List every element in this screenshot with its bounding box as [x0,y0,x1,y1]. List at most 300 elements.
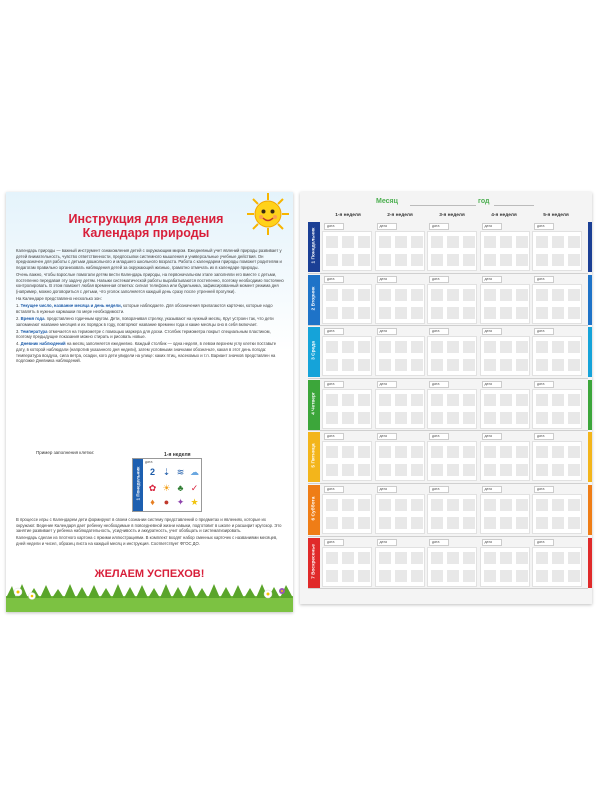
icon-slot[interactable] [516,517,528,529]
icon-slot[interactable] [568,289,580,301]
date-box[interactable]: дата [429,486,449,493]
diary-cell[interactable] [375,539,425,587]
icon-slot[interactable] [342,307,354,319]
icon-slot[interactable] [411,412,423,424]
icon-slot[interactable] [447,394,459,406]
icon-slot[interactable] [326,412,338,424]
diary-cell[interactable] [480,276,530,324]
diary-cell[interactable] [480,486,530,534]
card-pocket[interactable] [427,494,477,534]
icon-slot[interactable] [500,289,512,301]
icon-slot[interactable] [500,307,512,319]
icon-slot[interactable] [463,359,475,371]
date-box[interactable]: дата [429,328,449,335]
icon-slot[interactable] [447,499,459,511]
card-pocket[interactable] [322,389,372,429]
diary-cell[interactable] [427,486,477,534]
diary-cell[interactable] [532,381,582,429]
date-box[interactable]: дата [429,276,449,283]
diary-cell[interactable] [427,433,477,481]
date-box[interactable]: дата [377,276,397,283]
icon-slot[interactable] [326,464,338,476]
icon-slot[interactable] [395,394,407,406]
diary-cell[interactable] [322,539,372,587]
diary-cell[interactable] [532,433,582,481]
date-box[interactable]: дата [324,433,344,440]
icon-slot[interactable] [326,446,338,458]
icon-slot[interactable] [500,446,512,458]
icon-slot[interactable] [395,464,407,476]
icon-slot[interactable] [463,412,475,424]
icon-slot[interactable] [411,254,423,266]
icon-slot[interactable] [431,464,443,476]
icon-slot[interactable] [463,499,475,511]
card-pocket[interactable] [480,284,530,324]
date-box[interactable]: дата [324,276,344,283]
icon-slot[interactable] [536,394,548,406]
icon-slot[interactable] [342,570,354,582]
icon-slot[interactable] [342,236,354,248]
icon-slot[interactable] [516,289,528,301]
icon-slot[interactable] [379,464,391,476]
icon-slot[interactable] [358,289,370,301]
icon-slot[interactable] [326,254,338,266]
icon-slot[interactable] [500,236,512,248]
diary-cell[interactable] [480,223,530,271]
card-pocket[interactable] [375,441,425,481]
icon-slot[interactable] [395,236,407,248]
icon-slot[interactable] [500,412,512,424]
icon-slot[interactable] [463,570,475,582]
date-box[interactable]: дата [534,276,554,283]
date-box[interactable]: дата [482,328,502,335]
icon-slot[interactable] [447,341,459,353]
card-pocket[interactable] [322,494,372,534]
diary-cell[interactable] [427,223,477,271]
icon-slot[interactable] [536,552,548,564]
icon-slot[interactable] [552,254,564,266]
icon-slot[interactable] [379,517,391,529]
icon-slot[interactable] [516,236,528,248]
diary-cell[interactable] [322,486,372,534]
icon-slot[interactable] [431,341,443,353]
icon-slot[interactable] [395,517,407,529]
icon-slot[interactable] [395,254,407,266]
icon-slot[interactable] [411,552,423,564]
icon-slot[interactable] [342,517,354,529]
diary-cell[interactable] [480,328,530,376]
icon-slot[interactable] [358,307,370,319]
diary-cell[interactable] [322,433,372,481]
date-box[interactable]: дата [377,539,397,546]
diary-cell[interactable] [375,223,425,271]
icon-slot[interactable] [342,446,354,458]
icon-slot[interactable] [431,236,443,248]
date-box[interactable]: дата [534,223,554,230]
icon-slot[interactable] [411,359,423,371]
icon-slot[interactable] [358,236,370,248]
icon-slot[interactable] [568,394,580,406]
icon-slot[interactable] [552,570,564,582]
icon-slot[interactable] [463,236,475,248]
diary-cell[interactable] [480,433,530,481]
icon-slot[interactable] [326,359,338,371]
icon-slot[interactable] [463,394,475,406]
diary-cell[interactable] [375,276,425,324]
icon-slot[interactable] [536,517,548,529]
icon-slot[interactable] [536,289,548,301]
icon-slot[interactable] [552,412,564,424]
icon-slot[interactable] [463,464,475,476]
icon-slot[interactable] [552,464,564,476]
icon-slot[interactable] [411,499,423,511]
icon-slot[interactable] [326,499,338,511]
icon-slot[interactable] [358,341,370,353]
icon-slot[interactable] [379,412,391,424]
icon-slot[interactable] [516,254,528,266]
date-box[interactable]: дата [324,223,344,230]
icon-slot[interactable] [411,394,423,406]
icon-slot[interactable] [342,341,354,353]
icon-slot[interactable] [568,236,580,248]
icon-slot[interactable] [536,412,548,424]
icon-slot[interactable] [552,552,564,564]
icon-slot[interactable] [516,499,528,511]
icon-slot[interactable] [411,517,423,529]
date-box[interactable]: дата [534,381,554,388]
icon-slot[interactable] [500,517,512,529]
icon-slot[interactable] [447,359,459,371]
icon-slot[interactable] [568,254,580,266]
icon-slot[interactable] [484,499,496,511]
icon-slot[interactable] [431,412,443,424]
icon-slot[interactable] [411,289,423,301]
date-box[interactable]: дата [377,328,397,335]
icon-slot[interactable] [379,236,391,248]
icon-slot[interactable] [326,517,338,529]
icon-slot[interactable] [358,394,370,406]
card-pocket[interactable] [480,231,530,271]
diary-cell[interactable] [427,381,477,429]
icon-slot[interactable] [342,394,354,406]
card-pocket[interactable] [427,547,477,587]
card-pocket[interactable] [532,494,582,534]
icon-slot[interactable] [431,570,443,582]
date-box[interactable]: дата [482,539,502,546]
icon-slot[interactable] [484,307,496,319]
icon-slot[interactable] [536,254,548,266]
date-box[interactable]: дата [429,539,449,546]
diary-cell[interactable] [532,276,582,324]
date-box[interactable]: дата [324,328,344,335]
date-box[interactable]: дата [534,539,554,546]
icon-slot[interactable] [358,359,370,371]
icon-slot[interactable] [395,307,407,319]
card-pocket[interactable] [480,494,530,534]
icon-slot[interactable] [379,289,391,301]
icon-slot[interactable] [447,517,459,529]
icon-slot[interactable] [552,499,564,511]
icon-slot[interactable] [379,446,391,458]
month-field[interactable] [410,205,476,206]
card-pocket[interactable] [375,336,425,376]
diary-cell[interactable] [322,276,372,324]
icon-slot[interactable] [342,552,354,564]
diary-cell[interactable] [375,328,425,376]
icon-slot[interactable] [568,517,580,529]
icon-slot[interactable] [536,307,548,319]
icon-slot[interactable] [463,341,475,353]
icon-slot[interactable] [411,570,423,582]
diary-cell[interactable] [480,381,530,429]
card-pocket[interactable] [427,284,477,324]
date-box[interactable]: дата [377,223,397,230]
icon-slot[interactable] [447,552,459,564]
icon-slot[interactable] [431,499,443,511]
icon-slot[interactable] [342,499,354,511]
icon-slot[interactable] [358,552,370,564]
card-pocket[interactable] [532,336,582,376]
icon-slot[interactable] [568,412,580,424]
icon-slot[interactable] [358,412,370,424]
icon-slot[interactable] [536,446,548,458]
icon-slot[interactable] [326,570,338,582]
card-pocket[interactable] [532,231,582,271]
card-pocket[interactable] [427,389,477,429]
icon-slot[interactable] [326,289,338,301]
diary-cell[interactable] [375,381,425,429]
icon-slot[interactable] [395,289,407,301]
icon-slot[interactable] [447,307,459,319]
icon-slot[interactable] [516,341,528,353]
diary-cell[interactable] [427,276,477,324]
icon-slot[interactable] [379,359,391,371]
icon-slot[interactable] [484,289,496,301]
card-pocket[interactable] [480,441,530,481]
icon-slot[interactable] [447,289,459,301]
card-pocket[interactable] [532,389,582,429]
icon-slot[interactable] [395,570,407,582]
icon-slot[interactable] [463,517,475,529]
icon-slot[interactable] [395,412,407,424]
icon-slot[interactable] [500,464,512,476]
date-box[interactable]: дата [377,381,397,388]
icon-slot[interactable] [463,289,475,301]
icon-slot[interactable] [484,394,496,406]
card-pocket[interactable] [322,336,372,376]
icon-slot[interactable] [379,254,391,266]
icon-slot[interactable] [484,464,496,476]
icon-slot[interactable] [358,446,370,458]
date-box[interactable]: дата [429,433,449,440]
icon-slot[interactable] [431,446,443,458]
icon-slot[interactable] [447,446,459,458]
year-field[interactable] [494,205,534,206]
icon-slot[interactable] [536,499,548,511]
icon-slot[interactable] [552,236,564,248]
icon-slot[interactable] [552,289,564,301]
icon-slot[interactable] [516,394,528,406]
icon-slot[interactable] [379,394,391,406]
icon-slot[interactable] [358,570,370,582]
card-pocket[interactable] [375,284,425,324]
icon-slot[interactable] [516,446,528,458]
icon-slot[interactable] [552,394,564,406]
date-box[interactable]: дата [534,486,554,493]
card-pocket[interactable] [532,441,582,481]
diary-cell[interactable] [532,223,582,271]
icon-slot[interactable] [395,552,407,564]
icon-slot[interactable] [326,394,338,406]
icon-slot[interactable] [552,307,564,319]
card-pocket[interactable] [480,389,530,429]
icon-slot[interactable] [463,307,475,319]
icon-slot[interactable] [411,307,423,319]
card-pocket[interactable] [375,547,425,587]
icon-slot[interactable] [411,446,423,458]
icon-slot[interactable] [552,341,564,353]
card-pocket[interactable] [480,547,530,587]
icon-slot[interactable] [568,446,580,458]
icon-slot[interactable] [411,236,423,248]
date-box[interactable]: дата [324,539,344,546]
icon-slot[interactable] [379,307,391,319]
icon-slot[interactable] [463,446,475,458]
icon-slot[interactable] [411,464,423,476]
diary-cell[interactable] [427,328,477,376]
icon-slot[interactable] [447,464,459,476]
icon-slot[interactable] [342,412,354,424]
icon-slot[interactable] [500,359,512,371]
diary-cell[interactable] [532,486,582,534]
card-pocket[interactable] [322,231,372,271]
icon-slot[interactable] [431,289,443,301]
icon-slot[interactable] [358,254,370,266]
icon-slot[interactable] [395,499,407,511]
icon-slot[interactable] [342,254,354,266]
icon-slot[interactable] [516,412,528,424]
date-box[interactable]: дата [324,381,344,388]
icon-slot[interactable] [500,570,512,582]
icon-slot[interactable] [536,464,548,476]
icon-slot[interactable] [431,394,443,406]
icon-slot[interactable] [552,517,564,529]
icon-slot[interactable] [395,359,407,371]
diary-cell[interactable] [480,539,530,587]
icon-slot[interactable] [500,394,512,406]
date-box[interactable]: дата [534,433,554,440]
icon-slot[interactable] [447,570,459,582]
icon-slot[interactable] [342,464,354,476]
icon-slot[interactable] [326,307,338,319]
icon-slot[interactable] [484,517,496,529]
date-box[interactable]: дата [534,328,554,335]
card-pocket[interactable] [480,336,530,376]
date-box[interactable]: дата [377,433,397,440]
date-box[interactable]: дата [377,486,397,493]
date-box[interactable]: дата [482,486,502,493]
card-pocket[interactable] [322,284,372,324]
icon-slot[interactable] [379,570,391,582]
icon-slot[interactable] [358,517,370,529]
date-box[interactable]: дата [482,381,502,388]
date-box[interactable]: дата [482,433,502,440]
icon-slot[interactable] [431,307,443,319]
date-box[interactable]: дата [429,223,449,230]
icon-slot[interactable] [568,359,580,371]
icon-slot[interactable] [552,359,564,371]
icon-slot[interactable] [500,341,512,353]
icon-slot[interactable] [358,499,370,511]
date-box[interactable]: дата [482,223,502,230]
icon-slot[interactable] [326,236,338,248]
icon-slot[interactable] [379,499,391,511]
card-pocket[interactable] [427,231,477,271]
icon-slot[interactable] [484,412,496,424]
icon-slot[interactable] [536,359,548,371]
icon-slot[interactable] [395,446,407,458]
icon-slot[interactable] [568,341,580,353]
icon-slot[interactable] [500,254,512,266]
diary-cell[interactable] [322,328,372,376]
diary-cell[interactable] [427,539,477,587]
diary-cell[interactable] [375,486,425,534]
icon-slot[interactable] [463,552,475,564]
icon-slot[interactable] [411,341,423,353]
icon-slot[interactable] [395,341,407,353]
icon-slot[interactable] [358,464,370,476]
diary-cell[interactable] [322,381,372,429]
icon-slot[interactable] [431,254,443,266]
card-pocket[interactable] [532,547,582,587]
card-pocket[interactable] [427,336,477,376]
icon-slot[interactable] [379,341,391,353]
diary-cell[interactable] [322,223,372,271]
icon-slot[interactable] [326,552,338,564]
card-pocket[interactable] [375,231,425,271]
icon-slot[interactable] [484,236,496,248]
card-pocket[interactable] [427,441,477,481]
icon-slot[interactable] [536,236,548,248]
icon-slot[interactable] [463,254,475,266]
icon-slot[interactable] [552,446,564,458]
icon-slot[interactable] [516,307,528,319]
icon-slot[interactable] [342,359,354,371]
date-box[interactable]: дата [429,381,449,388]
card-pocket[interactable] [375,389,425,429]
icon-slot[interactable] [431,552,443,564]
icon-slot[interactable] [431,359,443,371]
icon-slot[interactable] [326,341,338,353]
icon-slot[interactable] [447,412,459,424]
icon-slot[interactable] [516,464,528,476]
icon-slot[interactable] [447,254,459,266]
icon-slot[interactable] [568,570,580,582]
icon-slot[interactable] [447,236,459,248]
date-box[interactable]: дата [482,276,502,283]
icon-slot[interactable] [516,570,528,582]
icon-slot[interactable] [516,359,528,371]
card-pocket[interactable] [532,284,582,324]
icon-slot[interactable] [484,552,496,564]
icon-slot[interactable] [484,570,496,582]
icon-slot[interactable] [568,499,580,511]
icon-slot[interactable] [484,359,496,371]
date-box[interactable]: дата [324,486,344,493]
icon-slot[interactable] [431,517,443,529]
icon-slot[interactable] [516,552,528,564]
icon-slot[interactable] [342,289,354,301]
